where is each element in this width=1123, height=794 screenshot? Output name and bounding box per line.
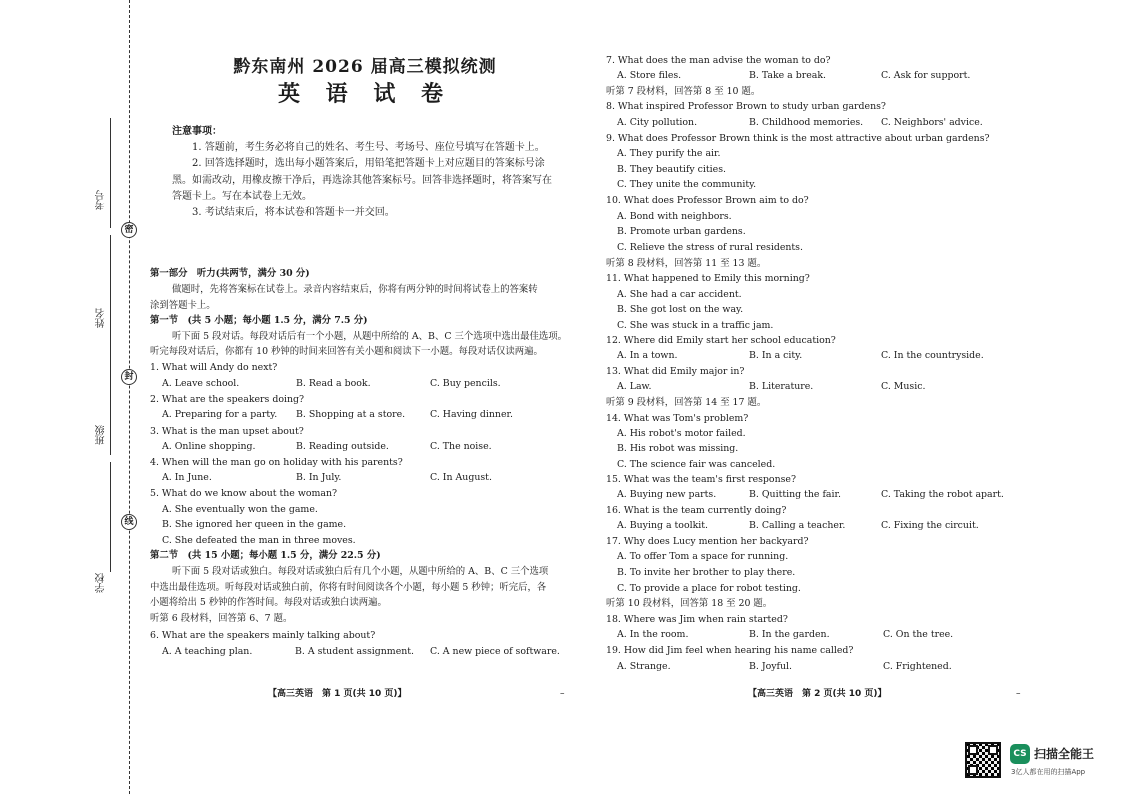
label-school: 学校 [96,573,107,593]
option: B. Reading outside. [296,441,389,452]
question-text: 2. What are the speakers doing? [150,394,305,405]
section-heading: 第二节 (共 15 小题；每小题 1.5 分，满分 22.5 分) [150,550,381,561]
material-note: 听第 10 段材料，回答第 18 至 20 题。 [606,598,773,609]
question-text: 3. What is the man upset about? [150,426,304,437]
page-footer: 【高三英语 第 2 页(共 10 页)】 [748,689,887,699]
part-heading: 第一部分 听力(共两节，满分 30 分) [150,268,310,279]
option: A. Store files. [617,70,682,81]
option: C. On the tree. [883,629,954,640]
fill-line [110,462,111,572]
option: B. Take a break. [749,70,827,81]
scanner-app-name: 扫描全能王 [1034,747,1095,761]
option: C. In the countryside. [881,350,984,361]
option: C. To provide a place for robot testing. [617,583,801,594]
question-text: 5. What do we know about the woman? [150,488,338,499]
notice-item: 2. 回答选择题时，选出每小题答案后，用铅笔把答题卡上对应题目的答案标号涂 [192,158,545,170]
option: C. She was stuck in a traffic jam. [617,320,774,331]
exam-title: 黔东南州 2026 届高三模拟统测 [233,57,497,77]
notice-item: 1. 答题前，考生务必将自己的姓名、考生号、考场号、座位号填写在答题卡上。 [192,142,545,154]
question-text: 18. Where was Jim when rain started? [606,614,788,625]
material-note: 听第 9 段材料，回答第 14 至 17 题。 [606,397,767,408]
option: B. In the garden. [749,629,830,640]
option: A. Preparing for a party. [162,409,278,420]
cut-line [129,0,130,794]
notice-item: 答题卡上。写在本试卷上无效。 [172,190,312,202]
option: C. She defeated the man in three moves. [162,535,356,546]
option: B. Childhood memories. [749,117,864,128]
option: B. She ignored her queen in the game. [162,519,347,530]
option: C. Relieve the stress of rural residents. [617,242,803,253]
material-note: 听第 6 段材料，回答第 6、7 题。 [150,613,293,624]
option: B. They beautify cities. [617,164,727,175]
option: C. The noise. [430,441,492,452]
fill-line [110,235,111,345]
question-text: 1. What will Andy do next? [150,362,278,373]
seal-mark: 封 [121,369,137,385]
option: B. Shopping at a store. [296,409,406,420]
question-text: 7. What does the man advise the woman to do? [606,55,831,66]
material-note: 听第 8 段材料，回答第 11 至 13 题。 [606,258,767,269]
option: B. In July. [296,472,342,483]
camscanner-logo-icon: CS [1010,744,1030,764]
question-text: 12. Where did Emily start her school education? [606,335,836,346]
label-name: 姓名 [96,308,107,328]
question-text: 9. What does Professor Brown think is the most attractive about urban gardens? [606,133,990,144]
option: B. Literature. [749,381,814,392]
option: A. Law. [617,381,652,392]
question-text: 17. Why does Lucy mention her backyard? [606,536,809,547]
option: A. Online shopping. [162,441,256,452]
option: C. Ask for support. [881,70,971,81]
notice-item: 3. 考试结束后，将本试卷和答题卡一并交回。 [192,207,395,219]
page-footer: 【高三英语 第 1 页(共 10 页)】 [268,689,407,699]
question-text: 14. What was Tom's problem? [606,413,749,424]
instruction: 听下面 5 段对话或独白。每段对话或独白后有几个小题，从题中所给的 A、B、C 三个选项 [172,566,549,577]
notice-heading: 注意事项： [172,126,222,137]
seal-mark: 密 [121,222,137,238]
option: B. Joyful. [749,661,793,672]
option: C. Taking the robot apart. [881,489,1004,500]
scanner-slogan: 3亿人都在用的扫描App [1011,768,1086,776]
question-text: 15. What was the team's first response? [606,474,797,485]
question-text: 6. What are the speakers mainly talking about? [150,630,376,641]
question-text: 19. How did Jim feel when hearing his name called? [606,645,854,656]
option: A. She eventually won the game. [162,504,318,515]
question-text: 8. What inspired Professor Brown to study urban gardens? [606,101,886,112]
question-text: 10. What does Professor Brown aim to do? [606,195,809,206]
option: B. To invite her brother to play there. [617,567,796,578]
binding-strip [0,0,140,794]
fill-line [110,345,111,455]
option: C. A new piece of software. [430,646,560,657]
option: B. Promote urban gardens. [617,226,746,237]
instruction: 中选出最佳选项。听每段对话或独白前，你将有时间阅读各个小题，每小题 5 秒钟；听完后，各 [150,582,547,593]
option: C. They unite the community. [617,179,757,190]
option: A. In a town. [617,350,678,361]
instruction: 听下面 5 段对话。每段对话后有一个小题，从题中所给的 A、B、C 三个选项中选出最佳选项。 [172,331,567,342]
section-heading: 第一节 (共 5 小题；每小题 1.5 分，满分 7.5 分) [150,315,368,326]
seal-mark: 线 [121,514,137,530]
option: B. Read a book. [296,378,371,389]
option: C. Neighbors' advice. [881,117,983,128]
option: A. Buying new parts. [617,489,717,500]
subject-title: 英 语 试 卷 [278,81,452,107]
option: C. Fixing the circuit. [881,520,979,531]
option: C. The science fair was canceled. [617,459,776,470]
option: A. City pollution. [617,117,698,128]
page-mark: – [1016,689,1021,699]
option: A. Strange. [617,661,671,672]
label-exam-number: 考号 [96,190,107,210]
option: A. Bond with neighbors. [617,211,732,222]
option: A. His robot's motor failed. [617,428,746,439]
option: C. Frightened. [883,661,952,672]
option: B. A student assignment. [295,646,415,657]
instruction: 涂到答题卡上。 [150,300,216,311]
qr-code-icon [965,742,1001,778]
option: C. In August. [430,472,492,483]
option: B. His robot was missing. [617,443,739,454]
option: B. In a city. [749,350,803,361]
option: A. They purify the air. [617,148,721,159]
instruction: 做题时，先将答案标在试卷上。录音内容结束后，你将有两分钟的时间将试卷上的答案转 [172,284,538,295]
option: A. In the room. [617,629,689,640]
option: C. Music. [881,381,926,392]
option: A. To offer Tom a space for running. [617,551,789,562]
question-text: 11. What happened to Emily this morning? [606,273,810,284]
question-text: 13. What did Emily major in? [606,366,745,377]
fill-line [110,118,111,228]
option: B. Calling a teacher. [749,520,846,531]
option: C. Having dinner. [430,409,513,420]
option: A. Buying a toolkit. [617,520,709,531]
page-mark: – [560,689,565,699]
option: A. A teaching plan. [162,646,253,657]
material-note: 听第 7 段材料，回答第 8 至 10 题。 [606,86,761,97]
question-text: 4. When will the man go on holiday with his parents? [150,457,403,468]
option: A. In June. [162,472,212,483]
question-text: 16. What is the team currently doing? [606,505,787,516]
option: C. Buy pencils. [430,378,501,389]
instruction: 听完每段对话后，你都有 10 秒钟的时间来回答有关小题和阅读下一小题。每段对话仅读两遍。 [150,346,543,357]
option: A. She had a car accident. [617,289,742,300]
instruction: 小题将给出 5 秒钟的作答时间。每段对话或独白读两遍。 [150,597,387,608]
option: B. Quitting the fair. [749,489,841,500]
option: B. She got lost on the way. [617,304,744,315]
notice-item: 黑。如需改动，用橡皮擦干净后，再选涂其他答案标号。回答非选择题时，将答案写在 [172,174,552,186]
label-class: 班级 [96,425,107,445]
notice-block [172,124,572,221]
option: A. Leave school. [162,378,240,389]
